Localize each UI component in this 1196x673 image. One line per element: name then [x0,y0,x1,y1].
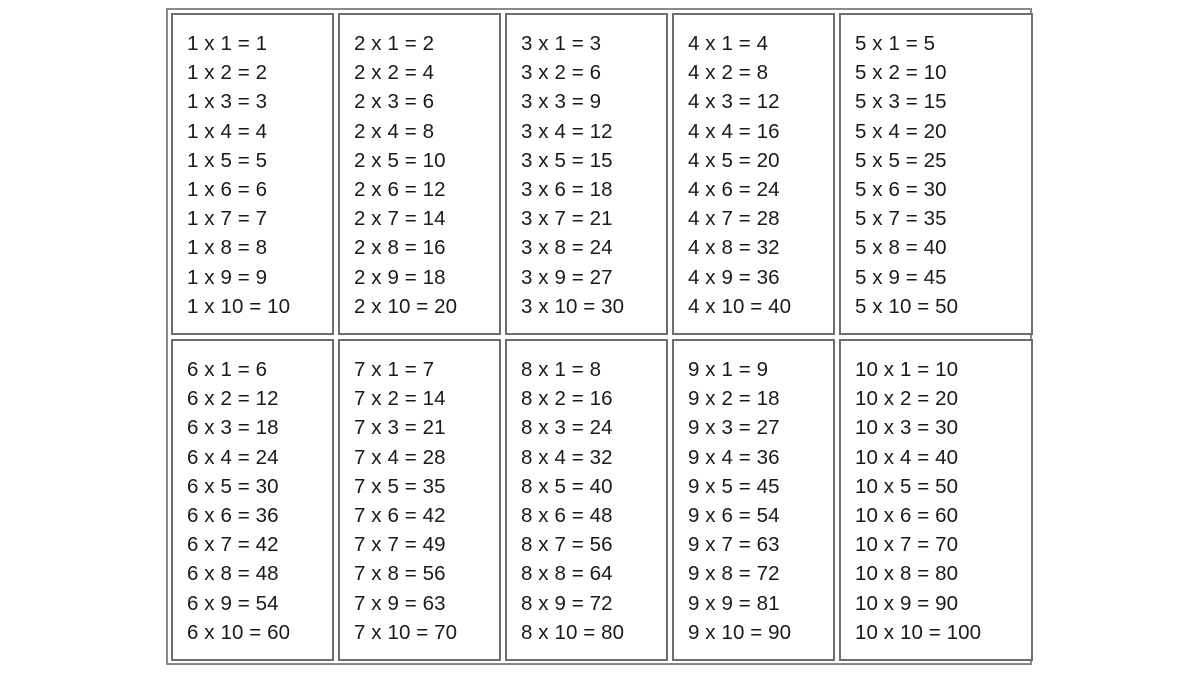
equation-line: 6 x 6 = 36 [187,503,279,527]
equation-line: 4 x 3 = 12 [688,90,780,114]
equation-line: 8 x 9 = 72 [521,591,613,615]
equation-line: 2 x 7 = 14 [354,207,446,231]
times-table-5 [839,13,1033,335]
equation-line: 9 x 7 = 63 [688,533,780,557]
equation-line: 4 x 10 = 40 [688,294,792,318]
times-table-3 [505,13,668,335]
equation-line: 10 x 2 = 20 [855,387,959,411]
equation-line: 5 x 3 = 15 [855,90,947,114]
times-table-8 [505,339,668,661]
equation-line: 6 x 7 = 42 [187,533,279,557]
equation-line: 6 x 10 = 60 [187,620,291,644]
equation-line: 5 x 6 = 30 [855,177,947,201]
equation-line: 2 x 6 = 12 [354,177,446,201]
equation-line: 3 x 3 = 9 [521,90,602,114]
equation-line: 5 x 10 = 50 [855,294,959,318]
equation-line: 9 x 10 = 90 [688,620,792,644]
times-table-1 [171,13,334,335]
multiplication-table [166,8,1032,665]
equation-line: 4 x 2 = 8 [688,61,769,85]
equation-line: 4 x 4 = 16 [688,119,780,143]
equation-line: 3 x 2 = 6 [521,61,602,85]
equation-line: 5 x 7 = 35 [855,207,947,231]
equation-line: 3 x 7 = 21 [521,207,613,231]
equation-line: 1 x 9 = 9 [187,265,268,289]
equation-line: 1 x 6 = 6 [187,177,268,201]
equation-line: 10 x 5 = 50 [855,474,959,498]
equation-line: 7 x 5 = 35 [354,474,446,498]
equation-line: 3 x 8 = 24 [521,236,613,260]
equation-line: 4 x 1 = 4 [688,32,769,55]
equation-line: 10 x 1 = 10 [855,358,959,381]
equation-line: 1 x 1 = 1 [187,32,268,55]
equation-line: 7 x 6 = 42 [354,503,446,527]
equation-line: 10 x 6 = 60 [855,503,959,527]
equation-line: 10 x 10 = 100 [855,620,982,644]
equation-line: 7 x 2 = 14 [354,387,446,411]
equation-line: 8 x 4 = 32 [521,445,613,469]
equation-line: 8 x 7 = 56 [521,533,613,557]
equation-line: 2 x 9 = 18 [354,265,446,289]
equation-line: 9 x 2 = 18 [688,387,780,411]
equation-line: 7 x 4 = 28 [354,445,446,469]
equation-line: 7 x 8 = 56 [354,562,446,586]
equation-line: 5 x 9 = 45 [855,265,947,289]
equation-line: 9 x 9 = 81 [688,591,780,615]
equation-line: 3 x 4 = 12 [521,119,613,143]
equation-line: 9 x 6 = 54 [688,503,780,527]
equation-line: 6 x 3 = 18 [187,416,279,440]
equation-line: 4 x 7 = 28 [688,207,780,231]
equation-line: 10 x 3 = 30 [855,416,959,440]
equation-line: 8 x 2 = 16 [521,387,613,411]
equation-line: 5 x 2 = 10 [855,61,947,85]
equation-line: 1 x 3 = 3 [187,90,268,114]
equation-line: 3 x 5 = 15 [521,148,613,172]
equation-line: 6 x 1 = 6 [187,358,268,381]
times-table-9 [672,339,835,661]
equation-line: 6 x 2 = 12 [187,387,279,411]
equation-line: 10 x 9 = 90 [855,591,959,615]
equation-line: 5 x 4 = 20 [855,119,947,143]
equation-line: 4 x 5 = 20 [688,148,780,172]
equation-line: 4 x 6 = 24 [688,177,780,201]
times-table-10 [839,339,1033,661]
equation-line: 1 x 7 = 7 [187,207,268,231]
equation-line: 6 x 5 = 30 [187,474,279,498]
equation-line: 9 x 1 = 9 [688,358,769,381]
equation-line: 6 x 8 = 48 [187,562,279,586]
equation-line: 9 x 5 = 45 [688,474,780,498]
equation-line: 3 x 1 = 3 [521,32,602,55]
equation-line: 2 x 2 = 4 [354,61,435,85]
equation-line: 4 x 9 = 36 [688,265,780,289]
equation-line: 3 x 10 = 30 [521,294,625,318]
equation-line: 7 x 3 = 21 [354,416,446,440]
equation-line: 2 x 5 = 10 [354,148,446,172]
times-table-6 [171,339,334,661]
equation-line: 2 x 3 = 6 [354,90,435,114]
equation-line: 8 x 6 = 48 [521,503,613,527]
equation-line: 8 x 8 = 64 [521,562,613,586]
equation-line: 8 x 10 = 80 [521,620,625,644]
equation-line: 8 x 3 = 24 [521,416,613,440]
equation-line: 9 x 8 = 72 [688,562,780,586]
times-table-7 [338,339,501,661]
equation-line: 3 x 6 = 18 [521,177,613,201]
equation-line: 2 x 4 = 8 [354,119,435,143]
equation-line: 6 x 4 = 24 [187,445,279,469]
equation-line: 5 x 1 = 5 [855,32,936,55]
equation-line: 2 x 8 = 16 [354,236,446,260]
equation-line: 1 x 2 = 2 [187,61,268,85]
equation-line: 7 x 7 = 49 [354,533,446,557]
times-table-2 [338,13,501,335]
equation-line: 5 x 5 = 25 [855,148,947,172]
equation-line: 1 x 4 = 4 [187,119,268,143]
equation-line: 8 x 5 = 40 [521,474,613,498]
equation-line: 10 x 7 = 70 [855,533,959,557]
equation-line: 7 x 1 = 7 [354,358,435,381]
equation-line: 7 x 10 = 70 [354,620,458,644]
times-table-4 [672,13,835,335]
equation-line: 2 x 10 = 20 [354,294,458,318]
equation-line: 7 x 9 = 63 [354,591,446,615]
equation-line: 3 x 9 = 27 [521,265,613,289]
equation-line: 8 x 1 = 8 [521,358,602,381]
equation-line: 6 x 9 = 54 [187,591,279,615]
equation-line: 10 x 8 = 80 [855,562,959,586]
equation-line: 1 x 10 = 10 [187,294,291,318]
equation-line: 9 x 4 = 36 [688,445,780,469]
equation-line: 2 x 1 = 2 [354,32,435,55]
equation-line: 1 x 5 = 5 [187,148,268,172]
equation-line: 10 x 4 = 40 [855,445,959,469]
equation-line: 1 x 8 = 8 [187,236,268,260]
equation-line: 5 x 8 = 40 [855,236,947,260]
table-grid [171,13,1027,660]
equation-line: 9 x 3 = 27 [688,416,780,440]
equation-line: 4 x 8 = 32 [688,236,780,260]
